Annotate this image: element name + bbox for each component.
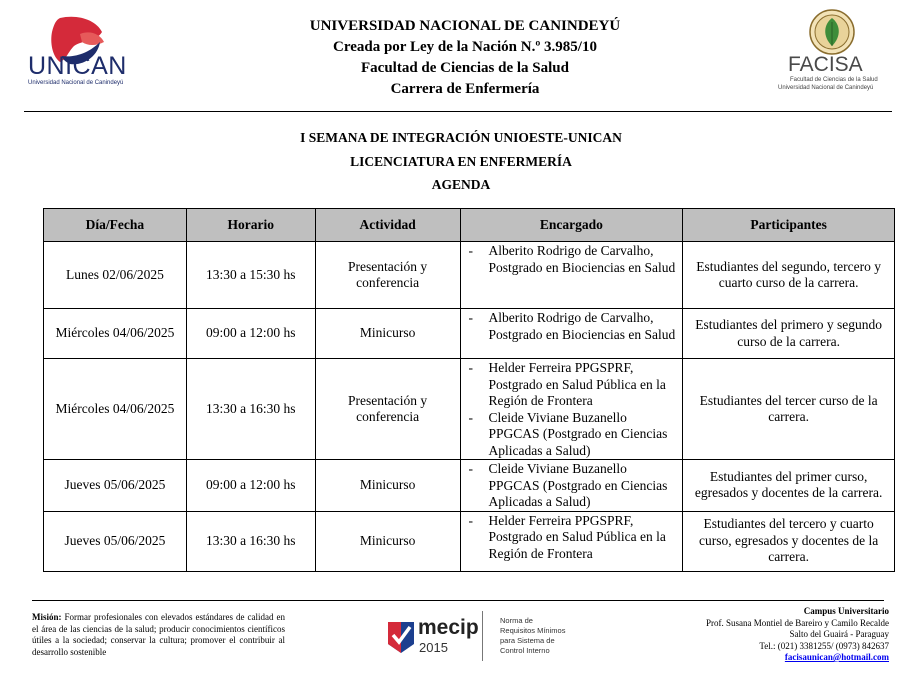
mecip-separator <box>482 611 483 661</box>
cell-horario: 09:00 a 12:00 hs <box>186 309 315 359</box>
column-header-encargado: Encargado <box>460 209 683 242</box>
cell-encargado <box>460 359 683 460</box>
encargado-item: - Alberito Rodrigo de Carvalho, Postgrado en Biociencias en Salud <box>469 310 679 343</box>
mecip-check-icon <box>386 618 416 654</box>
cell-fecha: Miércoles 04/06/2025 <box>44 309 187 359</box>
table-row <box>44 309 895 359</box>
encargado-item: - Helder Ferreira PPGSPRF, Postgrado en Salud Pública en la Región de Frontera <box>469 513 679 563</box>
cell-actividad: Minicurso <box>315 511 460 571</box>
column-header-participantes: Participantes <box>683 209 895 242</box>
mecip-desc-line: Norma de <box>500 616 533 625</box>
cell-actividad: Presentación y conferencia <box>315 242 460 309</box>
facisa-logo-subtext-1: Facultad de Ciencias de la Salud <box>790 77 878 83</box>
header-line-career: Carrera de Enfermería <box>390 81 540 97</box>
encargado-item: - Cleide Viviane Buzanello PPGCAS (Postgrado en Ciencias Aplicadas a Salud) <box>469 410 679 460</box>
encargado-name: Alberito Rodrigo de Carvalho, Postgrado en Biociencias en Salud <box>488 243 676 275</box>
column-header-horario: Horario <box>186 209 315 242</box>
encargado-name: Alberito Rodrigo de Carvalho, Postgrado en Biociencias en Salud <box>488 310 676 342</box>
institution-header <box>200 16 730 100</box>
mission-text: Formar profesionales con elevados estándares de calidad en el área de las ciencias de la salud; producir conocimientos científicos útiles a la sociedad; conservar la cultura; promover el contribuir al desarrollo sostenible <box>32 612 286 657</box>
cell-horario: 13:30 a 16:30 hs <box>186 359 315 460</box>
cell-encargado <box>460 242 683 309</box>
encargado-name: Helder Ferreira PPGSPRF, Postgrado en Salud Pública en la Región de Frontera <box>488 360 666 408</box>
encargado-item: - Alberito Rodrigo de Carvalho, Postgrado en Biociencias en Salud <box>469 243 679 276</box>
cell-participantes: Estudiantes del segundo, tercero y cuarto curso de la carrera. <box>683 242 895 309</box>
program-title: LICENCIATURA EN ENFERMERÍA <box>350 153 572 169</box>
event-title: I SEMANA DE INTEGRACIÓN UNIOESTE-UNICAN <box>300 130 622 145</box>
encargado-name: Helder Ferreira PPGSPRF, Postgrado en Salud Pública en la Región de Frontera <box>488 512 666 561</box>
unican-logo <box>20 12 150 92</box>
table-row <box>44 359 895 460</box>
cell-actividad: Presentación y conferencia <box>315 359 460 460</box>
cell-fecha: Miércoles 04/06/2025 <box>44 359 187 460</box>
mecip-brand: mecip <box>418 616 479 639</box>
campus-line-names: Prof. Susana Montiel de Bareiro y Camilo Recalde <box>706 617 889 628</box>
header-line-law: Creada por Ley de la Nación N.º 3.985/10 <box>333 39 597 55</box>
table-row <box>44 460 895 512</box>
cell-actividad: Minicurso <box>315 309 460 359</box>
mecip-desc-line: Requisitos Mínimos <box>500 626 566 635</box>
agenda-title: AGENDA <box>431 177 491 192</box>
cell-horario: 13:30 a 16:30 hs <box>186 511 315 571</box>
table-row <box>44 511 895 571</box>
mission-statement <box>32 612 285 658</box>
header-divider <box>24 111 892 112</box>
unican-logo-subtext: Universidad Nacional de Canindeyú <box>28 80 124 86</box>
cell-encargado <box>460 309 683 359</box>
campus-info <box>640 606 889 664</box>
encargado-name: Cleide Viviane Buzanello PPGCAS (Postgrado en Ciencias Aplicadas a Salud) <box>488 461 668 509</box>
mission-label: Misión: <box>32 612 62 622</box>
cell-actividad: Minicurso <box>315 460 460 512</box>
campus-line-phone: Tel.: (021) 3381255/ (0973) 842637 <box>759 640 889 651</box>
column-header-actividad: Actividad <box>315 209 460 242</box>
header-line-faculty: Facultad de Ciencias de la Salud <box>361 60 569 76</box>
encargado-name: Cleide Viviane Buzanello PPGCAS (Postgrado en Ciencias Aplicadas a Salud) <box>488 409 668 458</box>
cell-encargado <box>460 511 683 571</box>
cell-participantes: Estudiantes del tercero y cuarto curso, egresados y docentes de la carrera. <box>683 511 895 571</box>
campus-email-link[interactable]: facisaunican@hotmail.com <box>784 652 889 662</box>
agenda-table <box>43 208 895 572</box>
mecip-desc-line: para Sistema de <box>500 636 555 645</box>
document-titles <box>0 126 922 197</box>
cell-participantes: Estudiantes del primero y segundo curso de la carrera. <box>683 309 895 359</box>
facisa-logo-text: FACISA <box>788 53 863 76</box>
facisa-logo-subtext-2: Universidad Nacional de Canindeyú <box>778 85 874 91</box>
column-header-fecha: Día/Fecha <box>44 209 187 242</box>
campus-line-location: Salto del Guairá - Paraguay <box>789 629 889 639</box>
header-line-university: UNIVERSIDAD NACIONAL DE CANINDEYÚ <box>309 18 621 34</box>
facisa-logo <box>770 8 895 98</box>
encargado-item: - Cleide Viviane Buzanello PPGCAS (Postgrado en Ciencias Aplicadas a Salud) <box>469 461 679 511</box>
cell-horario: 09:00 a 12:00 hs <box>186 460 315 512</box>
mecip-desc-line: Control Interno <box>500 646 550 655</box>
mecip-logo <box>386 608 566 664</box>
encargado-item: - Helder Ferreira PPGSPRF, Postgrado en Salud Pública en la Región de Frontera <box>469 360 679 410</box>
cell-participantes: Estudiantes del tercer curso de la carrera. <box>683 359 895 460</box>
cell-encargado <box>460 460 683 512</box>
mecip-description <box>500 616 565 656</box>
footer-divider <box>32 600 884 601</box>
cell-fecha: Jueves 05/06/2025 <box>44 511 187 571</box>
cell-fecha: Jueves 05/06/2025 <box>44 460 187 512</box>
unican-logo-text: UNICAN <box>28 52 127 80</box>
cell-participantes: Estudiantes del primer curso, egresados y docentes de la carrera. <box>683 460 895 512</box>
campus-title: Campus Universitario <box>803 606 889 616</box>
table-row <box>44 242 895 309</box>
mecip-year: 2015 <box>419 640 448 655</box>
cell-horario: 13:30 a 15:30 hs <box>186 242 315 309</box>
cell-fecha: Lunes 02/06/2025 <box>44 242 187 309</box>
table-header-row <box>44 209 895 242</box>
